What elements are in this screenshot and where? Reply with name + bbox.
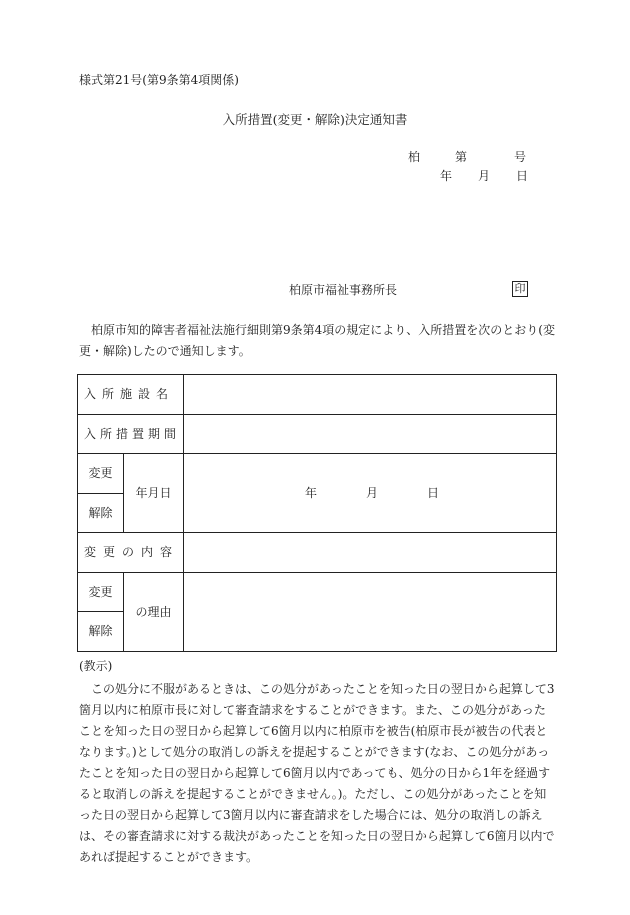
document-title: 入所措置(変更・解除)決定通知書 (222, 112, 408, 127)
date-field-month: 月 (366, 486, 379, 500)
change-content-label: 変更の内容 (78, 533, 184, 573)
issue-date-year: 年 (440, 169, 453, 183)
issue-date-month: 月 (478, 169, 491, 183)
reason-change-label: 変更 (78, 572, 124, 612)
date-field[interactable] (184, 454, 557, 533)
issue-date-day: 日 (516, 169, 529, 183)
row-change-content (78, 533, 557, 573)
reason-release-label: 解除 (78, 612, 124, 652)
date-field-day: 日 (427, 486, 440, 500)
date-label: 年月日 (124, 454, 184, 533)
row-period (78, 414, 557, 454)
reason-label: の理由 (124, 572, 184, 651)
row-change-date (78, 454, 557, 494)
period-field[interactable] (184, 414, 557, 454)
facility-name-field[interactable] (184, 375, 557, 415)
body-paragraph (79, 320, 559, 362)
row-facility-name (78, 375, 557, 415)
reference-go: 号 (514, 150, 527, 164)
issuer-name: 柏原市福祉事務所長 (289, 283, 398, 297)
notice-text: この処分に不服があるときは、この処分があったことを知った日の翌日から起算して3箇月以内に柏原市長に対して審査請求をすることができます。また、この処分があったことを知った日の翌日から起算して6箇月以内に柏原市を被告(柏原市長が被告の代表となります。)として処分の取消しの訴えを提起することができます(なお、この処分があったことを知った日の翌日から起算して6箇月以内であっても、処分の日から1年を経過すると取消しの訴えを提起することができません。)。ただし、この処分があったことを知った日の翌日から起算して3箇月以内に審査請求をした場合には、処分の取消しの訴えは、その審査請求に対する裁決があったことを知った日の翌日から起算して6箇月以内であれば提起することができます。 (79, 682, 555, 864)
change-label: 変更 (78, 454, 124, 494)
seal-box: 印 (512, 281, 528, 297)
notice-paragraph (79, 679, 557, 868)
facility-name-label: 入所施設名 (78, 375, 184, 415)
period-label: 入所措置期間 (78, 414, 184, 454)
reason-field[interactable] (184, 572, 557, 651)
notice-heading: (教示) (79, 659, 113, 673)
body-text: 柏原市知的障害者福祉法施行細則第9条第4項の規定により、入所措置を次のとおり(変更・解除)したので通知します。 (79, 323, 555, 358)
decision-form-table (77, 374, 557, 652)
form-number: 様式第21号(第9条第4項関係) (79, 73, 239, 87)
reference-number-line (408, 151, 528, 165)
change-content-field[interactable] (184, 533, 557, 573)
row-reason-change (78, 572, 557, 612)
issue-date-line (440, 170, 530, 184)
reference-prefix: 柏 (408, 150, 421, 164)
release-label: 解除 (78, 493, 124, 533)
date-field-year: 年 (305, 486, 318, 500)
reference-dai: 第 (455, 150, 468, 164)
